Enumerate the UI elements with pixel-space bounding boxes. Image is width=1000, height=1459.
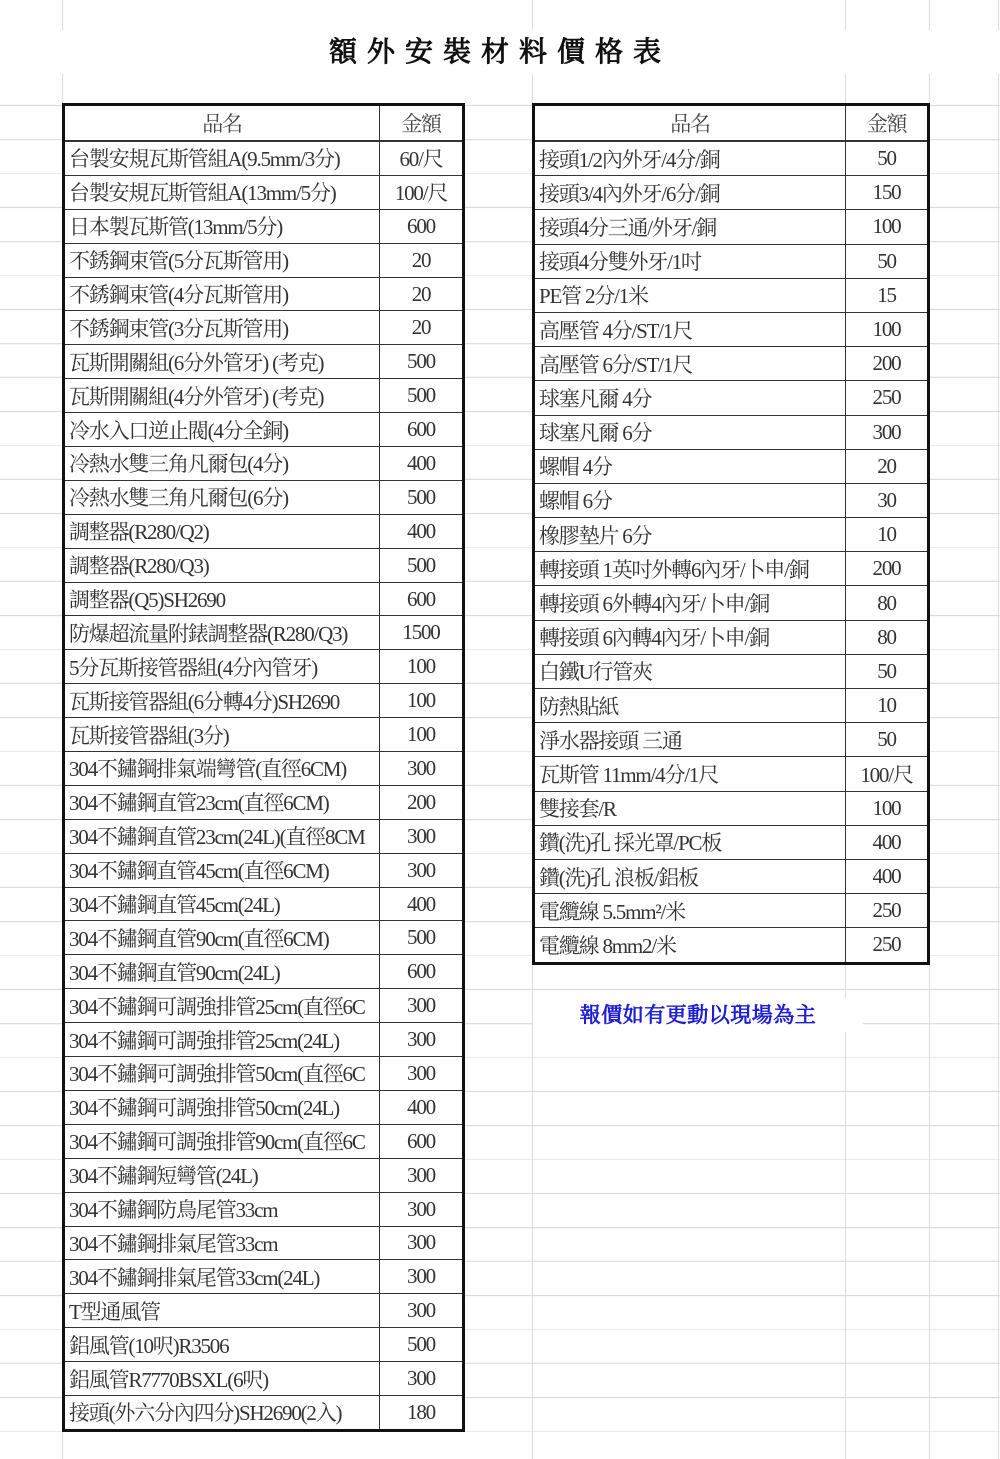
table-row xyxy=(534,244,929,278)
item-name: 304不鏽鋼可調強排管90cm(直徑6C xyxy=(64,1124,380,1158)
item-name: 轉接頭 1英吋外轉6內牙/卜申/銅 xyxy=(534,552,846,586)
item-name: 不銹鋼束管(4分瓦斯管用) xyxy=(64,277,380,311)
table-row xyxy=(64,1158,464,1192)
item-name: 日本製瓦斯管(13mm/5分) xyxy=(64,209,380,243)
table-row xyxy=(534,415,929,449)
item-price: 100/尺 xyxy=(846,757,929,791)
item-name: 調整器(R280/Q2) xyxy=(64,514,380,548)
table-row xyxy=(64,853,464,887)
item-name: 高壓管 4分/ST/1尺 xyxy=(534,312,846,346)
table-row xyxy=(534,483,929,517)
item-price: 600 xyxy=(380,209,464,243)
price-change-note: 報價如有更動以現場為主 xyxy=(533,998,863,1032)
table-row xyxy=(64,1226,464,1260)
table-row xyxy=(64,887,464,921)
item-name: 鑽(洗)孔 浪板/鋁板 xyxy=(534,859,846,893)
item-name: 304不鏽鋼排氣端彎管(直徑6CM) xyxy=(64,752,380,786)
item-name: 冷熱水雙三角凡爾包(4分) xyxy=(64,447,380,481)
table-row xyxy=(64,955,464,989)
table-row xyxy=(64,413,464,447)
item-name: 瓦斯管 11mm/4分/1尺 xyxy=(534,757,846,791)
item-name: 304不鏽鋼排氣尾管33cm xyxy=(64,1226,380,1260)
item-name: 白鐵U行管夾 xyxy=(534,654,846,688)
item-name: 瓦斯開關組(6分外管牙) (考克) xyxy=(64,345,380,379)
table-row xyxy=(64,480,464,514)
table-row xyxy=(64,1192,464,1226)
table-row xyxy=(534,278,929,312)
item-price: 20 xyxy=(380,243,464,277)
item-price: 250 xyxy=(846,381,929,415)
table-row xyxy=(64,243,464,277)
item-name: 304不鏽鋼直管23cm(24L)(直徑8CM xyxy=(64,819,380,853)
item-name: 高壓管 6分/ST/1尺 xyxy=(534,347,846,381)
item-price: 200 xyxy=(846,552,929,586)
table-row xyxy=(64,277,464,311)
item-price: 100 xyxy=(846,210,929,244)
table-row xyxy=(534,791,929,825)
item-price: 50 xyxy=(846,723,929,757)
item-name: 接頭4分雙外牙/1吋 xyxy=(534,244,846,278)
table-row xyxy=(64,175,464,209)
table-row xyxy=(534,347,929,381)
item-name: 鋁風管(10呎)R3506 xyxy=(64,1328,380,1362)
item-price: 50 xyxy=(846,244,929,278)
item-price: 400 xyxy=(846,825,929,859)
item-price: 60/尺 xyxy=(380,141,464,175)
item-name: 調整器(Q5)SH2690 xyxy=(64,582,380,616)
item-name: 304不鏽鋼排氣尾管33cm(24L) xyxy=(64,1260,380,1294)
item-price: 600 xyxy=(380,582,464,616)
table-row xyxy=(534,620,929,654)
item-price: 80 xyxy=(846,620,929,654)
table-row xyxy=(534,825,929,859)
table-row xyxy=(534,312,929,346)
item-name: 冷水入口逆止閥(4分全銅) xyxy=(64,413,380,447)
item-price: 100 xyxy=(846,791,929,825)
table-row xyxy=(64,1090,464,1124)
page-title: 額外安裝材料價格表 xyxy=(0,30,1000,74)
table-row xyxy=(64,345,464,379)
item-price: 500 xyxy=(380,1328,464,1362)
table-row xyxy=(64,514,464,548)
item-price: 100/尺 xyxy=(380,175,464,209)
item-price: 1500 xyxy=(380,616,464,650)
table-row xyxy=(64,1023,464,1057)
item-price: 300 xyxy=(380,1260,464,1294)
table-row xyxy=(64,379,464,413)
item-name: 接頭3/4內外牙/6分/銅 xyxy=(534,176,846,210)
table-row xyxy=(534,552,929,586)
table-row xyxy=(64,447,464,481)
table-row xyxy=(534,176,929,210)
header-price: 金額 xyxy=(380,105,464,142)
item-name: 接頭4分三通/外牙/銅 xyxy=(534,210,846,244)
item-name: 304不鏽鋼可調強排管25cm(24L) xyxy=(64,1023,380,1057)
item-name: 橡膠墊片 6分 xyxy=(534,518,846,552)
item-price: 250 xyxy=(846,894,929,928)
item-price: 300 xyxy=(380,819,464,853)
item-name: 304不鏽鋼直管90cm(24L) xyxy=(64,955,380,989)
item-price: 600 xyxy=(380,1124,464,1158)
item-price: 400 xyxy=(380,447,464,481)
item-name: 不銹鋼束管(5分瓦斯管用) xyxy=(64,243,380,277)
right-price-table xyxy=(532,103,930,965)
item-name: 電纜線 8mm2/米 xyxy=(534,928,846,963)
header-name: 品名 xyxy=(534,105,846,142)
table-header-row xyxy=(64,105,464,142)
table-row xyxy=(64,684,464,718)
item-price: 500 xyxy=(380,548,464,582)
item-price: 20 xyxy=(380,311,464,345)
item-name: 電纜線 5.5mm²/米 xyxy=(534,894,846,928)
table-row xyxy=(64,1124,464,1158)
item-name: 304不鏽鋼防鳥尾管33cm xyxy=(64,1192,380,1226)
item-price: 600 xyxy=(380,955,464,989)
item-name: 304不鏽鋼直管90cm(直徑6CM) xyxy=(64,921,380,955)
item-price: 100 xyxy=(380,718,464,752)
table-row xyxy=(64,311,464,345)
item-name: 轉接頭 6外轉4內牙/卜申/銅 xyxy=(534,586,846,620)
table-row xyxy=(64,582,464,616)
item-name: 鋁風管R7770BSXL(6呎) xyxy=(64,1362,380,1396)
table-row xyxy=(64,650,464,684)
item-price: 10 xyxy=(846,689,929,723)
item-name: 防爆超流量附錶調整器(R280/Q3) xyxy=(64,616,380,650)
table-row xyxy=(64,989,464,1023)
item-price: 300 xyxy=(380,1362,464,1396)
table-row xyxy=(64,1328,464,1362)
item-price: 600 xyxy=(380,413,464,447)
item-name: 螺帽 6分 xyxy=(534,483,846,517)
item-name: 台製安規瓦斯管組A(9.5mm/3分) xyxy=(64,141,380,175)
table-row xyxy=(534,210,929,244)
item-name: 台製安規瓦斯管組A(13mm/5分) xyxy=(64,175,380,209)
item-price: 300 xyxy=(846,415,929,449)
table-row xyxy=(64,209,464,243)
item-price: 100 xyxy=(846,312,929,346)
item-price: 300 xyxy=(380,1192,464,1226)
table-row xyxy=(534,723,929,757)
item-price: 500 xyxy=(380,921,464,955)
table-row xyxy=(64,141,464,175)
item-price: 10 xyxy=(846,518,929,552)
item-name: 瓦斯接管器組(3分) xyxy=(64,718,380,752)
table-row xyxy=(64,616,464,650)
item-name: 304不鏽鋼直管45cm(直徑6CM) xyxy=(64,853,380,887)
item-price: 50 xyxy=(846,654,929,688)
item-price: 20 xyxy=(380,277,464,311)
item-price: 20 xyxy=(846,449,929,483)
item-name: 轉接頭 6內轉4內牙/卜申/銅 xyxy=(534,620,846,654)
item-name: 鑽(洗)孔 採光罩/PC板 xyxy=(534,825,846,859)
item-price: 200 xyxy=(380,785,464,819)
item-name: 球塞凡爾 4分 xyxy=(534,381,846,415)
table-row xyxy=(534,928,929,963)
item-name: PE管 2分/1米 xyxy=(534,278,846,312)
item-price: 150 xyxy=(846,176,929,210)
item-name: 304不鏽鋼可調強排管50cm(直徑6C xyxy=(64,1057,380,1091)
table-row xyxy=(534,654,929,688)
item-price: 30 xyxy=(846,483,929,517)
table-row xyxy=(534,381,929,415)
table-row xyxy=(64,1395,464,1430)
item-name: 瓦斯開關組(4分外管牙) (考克) xyxy=(64,379,380,413)
table-row xyxy=(64,1294,464,1328)
item-name: 雙接套/R xyxy=(534,791,846,825)
table-row xyxy=(64,1057,464,1091)
item-price: 300 xyxy=(380,1057,464,1091)
item-price: 300 xyxy=(380,1226,464,1260)
item-price: 500 xyxy=(380,480,464,514)
table-row xyxy=(64,548,464,582)
table-row xyxy=(64,819,464,853)
item-price: 300 xyxy=(380,1158,464,1192)
item-name: 球塞凡爾 6分 xyxy=(534,415,846,449)
item-price: 100 xyxy=(380,650,464,684)
item-name: 瓦斯接管器組(6分轉4分)SH2690 xyxy=(64,684,380,718)
table-row xyxy=(534,586,929,620)
item-price: 200 xyxy=(846,347,929,381)
table-row xyxy=(534,141,929,176)
item-name: T型通風管 xyxy=(64,1294,380,1328)
item-price: 400 xyxy=(846,859,929,893)
table-row xyxy=(64,1260,464,1294)
table-row xyxy=(534,894,929,928)
item-price: 300 xyxy=(380,1294,464,1328)
item-name: 調整器(R280/Q3) xyxy=(64,548,380,582)
item-price: 300 xyxy=(380,1023,464,1057)
table-row xyxy=(64,718,464,752)
item-price: 300 xyxy=(380,989,464,1023)
table-row xyxy=(64,921,464,955)
item-price: 100 xyxy=(380,684,464,718)
table-row xyxy=(64,752,464,786)
item-name: 304不鏽鋼可調強排管50cm(24L) xyxy=(64,1090,380,1124)
header-price: 金額 xyxy=(846,105,929,142)
item-name: 304不鏽鋼直管45cm(24L) xyxy=(64,887,380,921)
item-price: 50 xyxy=(846,141,929,176)
table-row xyxy=(534,757,929,791)
table-row xyxy=(534,859,929,893)
item-price: 400 xyxy=(380,1090,464,1124)
item-name: 防熱貼紙 xyxy=(534,689,846,723)
item-price: 80 xyxy=(846,586,929,620)
item-name: 接頭(外六分內四分)SH2690(2入) xyxy=(64,1395,380,1430)
header-name: 品名 xyxy=(64,105,380,142)
left-price-table xyxy=(62,103,465,1432)
table-row xyxy=(534,449,929,483)
item-name: 304不鏽鋼短彎管(24L) xyxy=(64,1158,380,1192)
item-name: 304不鏽鋼直管23cm(直徑6CM) xyxy=(64,785,380,819)
item-price: 500 xyxy=(380,345,464,379)
item-name: 螺帽 4分 xyxy=(534,449,846,483)
item-name: 不銹鋼束管(3分瓦斯管用) xyxy=(64,311,380,345)
table-row xyxy=(534,689,929,723)
item-price: 400 xyxy=(380,887,464,921)
table-row xyxy=(534,518,929,552)
item-name: 淨水器接頭 三通 xyxy=(534,723,846,757)
table-row xyxy=(64,1362,464,1396)
table-row xyxy=(64,785,464,819)
item-price: 400 xyxy=(380,514,464,548)
item-price: 15 xyxy=(846,278,929,312)
item-price: 180 xyxy=(380,1395,464,1430)
item-price: 300 xyxy=(380,853,464,887)
table-header-row xyxy=(534,105,929,142)
item-name: 接頭1/2內外牙/4分/銅 xyxy=(534,141,846,176)
item-price: 300 xyxy=(380,752,464,786)
item-name: 304不鏽鋼可調強排管25cm(直徑6C xyxy=(64,989,380,1023)
item-name: 冷熱水雙三角凡爾包(6分) xyxy=(64,480,380,514)
item-price: 250 xyxy=(846,928,929,963)
item-price: 500 xyxy=(380,379,464,413)
item-name: 5分瓦斯接管器組(4分內管牙) xyxy=(64,650,380,684)
